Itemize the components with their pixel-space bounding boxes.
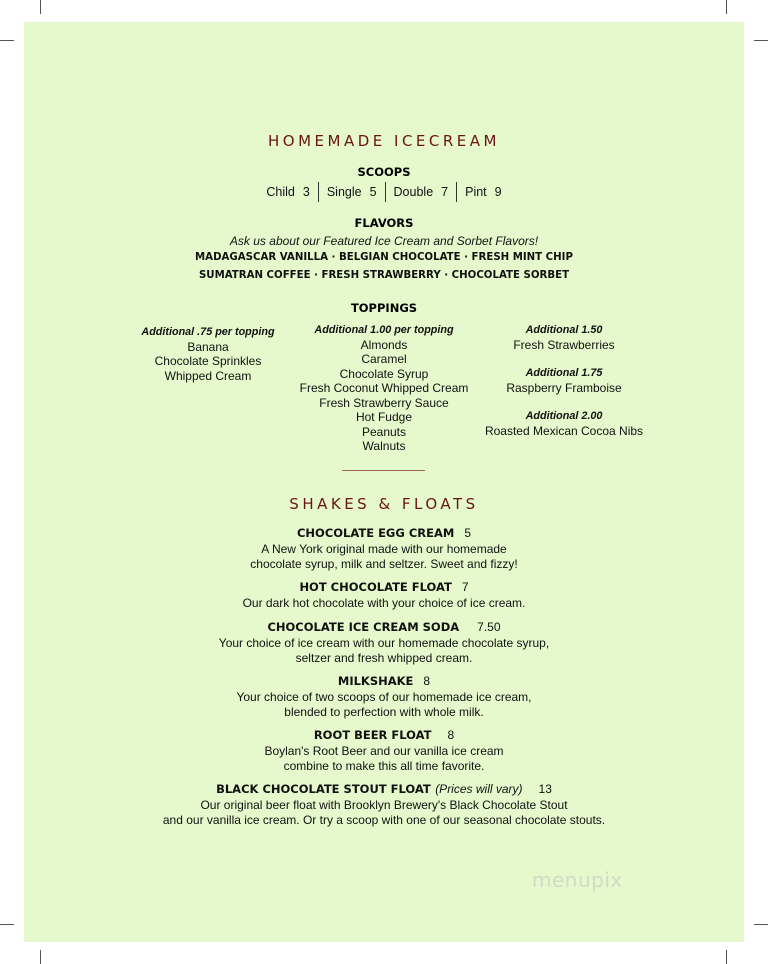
menu-item [24,578,744,611]
crop-mark [40,950,41,964]
section-divider [342,470,425,471]
toppings-column [130,325,286,383]
crop-mark [726,0,727,14]
topping-item: Raspberry Framboise [506,380,622,395]
topping-item: Roasted Mexican Cocoa Nibs [484,423,644,438]
item-name: MILKSHAKE [337,674,414,688]
flavors-line: SUMATRAN COFFEE · FRESH STRAWBERRY · CHOCOLATE SORBET [198,270,570,281]
item-description: Your choice of ice cream with our homemade chocolate syrup, [218,636,550,650]
toppings-column [474,323,654,438]
item-description: Your choice of two scoops of our homemade ice cream, [236,690,532,704]
toppings-column [284,323,484,454]
icecream-section-title: HOMEMADE ICECREAM [268,132,500,150]
topping-item: Walnuts [362,439,406,453]
topping-item: Hot Fudge [355,410,413,424]
flavors-heading: FLAVORS [354,216,414,230]
item-description: blended to perfection with whole milk. [284,704,484,719]
menupix-watermark: menupix [532,868,623,892]
item-name: CHOCOLATE ICE CREAM SODA [267,620,460,634]
topping-item: Fresh Coconut Whipped Cream [299,381,469,395]
scoop-option: Single 5 [326,185,377,199]
menu-item [24,726,744,773]
toppings-heading: TOPPINGS [350,301,418,315]
crop-mark [40,0,41,14]
topping-item: Whipped Cream [164,368,252,383]
item-description: Boylan's Root Beer and our vanilla ice cream [264,744,504,758]
menu-item [24,524,744,571]
flavors-line: MADAGASCAR VANILLA · BELGIAN CHOCOLATE · FRESH MINT CHIP [195,252,573,263]
item-name: BLACK CHOCOLATE STOUT FLOAT [216,782,431,796]
crop-mark [0,40,14,41]
topping-item: Almonds [360,337,408,352]
item-price: 7 [461,580,469,594]
topping-item: Peanuts [361,424,407,439]
toppings-price-header: Additional .75 per topping [141,326,275,338]
scoop-option: Child 3 [266,185,310,199]
topping-item: Banana [187,339,229,354]
item-price: 7.50 [477,620,501,634]
toppings-price-header: Additional 1.00 per topping [314,324,454,336]
flavors-note: Ask us about our Featured Ice Cream and Sorbet Flavors! [229,234,539,248]
item-description: A New York original made with our homemade [261,542,507,556]
scoop-option: Pint 9 [465,185,502,199]
menu-item [24,618,744,665]
crop-mark [754,40,768,41]
topping-item: Chocolate Sprinkles [154,354,262,368]
crop-mark [726,950,727,964]
topping-item: Chocolate Syrup [339,366,429,381]
topping-item: Fresh Strawberry Sauce [319,395,449,410]
toppings-price-header: Additional 2.00 [525,410,603,422]
item-description: Our original beer float with Brooklyn Brewery's Black Chocolate Stout [200,798,568,812]
item-price: 8 [447,728,455,742]
toppings-price-header: Additional 1.50 [525,324,603,336]
item-name: ROOT BEER FLOAT [313,728,432,742]
item-name: HOT CHOCOLATE FLOAT [299,580,452,594]
crop-mark [0,924,14,925]
topping-item: Caramel [361,352,407,366]
item-description: seltzer and fresh whipped cream. [295,650,473,665]
scoops-heading: SCOOPS [357,165,411,179]
item-description: chocolate syrup, milk and seltzer. Sweet and fizzy! [250,556,518,571]
item-name: CHOCOLATE EGG CREAM [296,526,455,540]
item-price: 5 [464,526,471,540]
toppings-price-header: Additional 1.75 [525,367,603,379]
topping-item: Fresh Strawberries [513,337,615,352]
crop-mark [754,924,768,925]
item-note: (Prices will vary) [435,782,523,796]
item-description: combine to make this all time favorite. [283,758,485,773]
menu-page [24,22,744,942]
menu-item [24,672,744,719]
item-price: 13 [538,782,552,796]
shakes-section-title: SHAKES & FLOATS [289,495,479,513]
item-description: and our vanilla ice cream. Or try a scoop with one of our seasonal chocolate stouts. [162,812,606,827]
item-price: 8 [423,674,431,688]
item-description: Our dark hot chocolate with your choice of ice cream. [242,596,526,610]
scoop-option: Double 7 [393,185,449,199]
scoops-price-list [24,182,744,202]
menu-item [24,780,744,827]
